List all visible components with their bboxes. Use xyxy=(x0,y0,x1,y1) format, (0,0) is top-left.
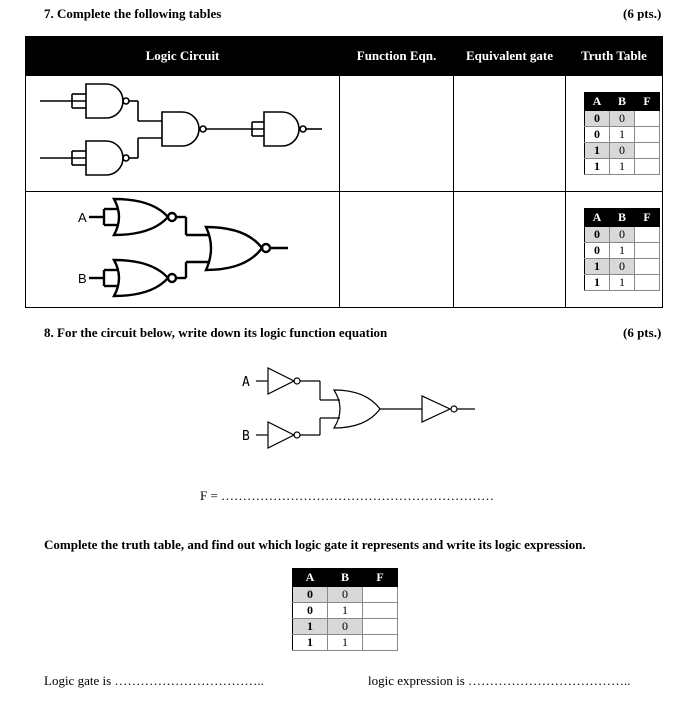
tt2-cell: 0 xyxy=(585,243,610,259)
tt3-cell: 0 xyxy=(328,587,363,603)
tt3-cell: 1 xyxy=(293,635,328,651)
tt2-output[interactable] xyxy=(635,243,660,259)
q8-input-a: A xyxy=(242,375,250,390)
q7-table xyxy=(25,36,663,308)
table-row xyxy=(585,243,660,259)
table-row xyxy=(585,227,660,243)
tt3-output[interactable] xyxy=(363,587,398,603)
tt1-cell: 0 xyxy=(585,127,610,143)
tt3-cell: 1 xyxy=(328,603,363,619)
header-truth-table: Truth Table xyxy=(566,37,663,76)
table-row xyxy=(585,259,660,275)
tt1-cell: 1 xyxy=(585,143,610,159)
tt1-cell: 1 xyxy=(610,159,635,175)
tt3-output[interactable] xyxy=(363,603,398,619)
tt1-cell: 0 xyxy=(610,111,635,127)
circuit-1-cell xyxy=(26,76,340,192)
q7-points: (6 pts.) xyxy=(623,6,662,21)
table-row xyxy=(585,143,660,159)
tt2-cell: 0 xyxy=(610,227,635,243)
q8-instruction: Complete the truth table, and find out which logic gate it represents and write its logic expression. xyxy=(44,537,586,552)
tt2-output[interactable] xyxy=(635,275,660,291)
tt1-output[interactable] xyxy=(635,143,660,159)
equivalent-gate-cell-2[interactable] xyxy=(454,192,566,308)
tt1-header-f: F xyxy=(635,93,660,111)
tt2-header-b: B xyxy=(610,209,635,227)
tt3-cell: 1 xyxy=(293,619,328,635)
truth-table-cell-1 xyxy=(566,76,663,192)
tt1-output[interactable] xyxy=(635,159,660,175)
tt2-cell: 0 xyxy=(585,227,610,243)
table-row xyxy=(293,635,398,651)
circuit-2-cell xyxy=(26,192,340,308)
equivalent-gate-cell-1[interactable] xyxy=(454,76,566,192)
tt2-cell: 1 xyxy=(610,243,635,259)
table-row xyxy=(585,159,660,175)
tt1-cell: 1 xyxy=(585,159,610,175)
tt2-header-a: A xyxy=(585,209,610,227)
tt3-output[interactable] xyxy=(363,619,398,635)
tt2-cell: 1 xyxy=(585,259,610,275)
tt2-output[interactable] xyxy=(635,227,660,243)
tt3-header-f: F xyxy=(363,569,398,587)
header-function-eqn: Function Eqn. xyxy=(340,37,454,76)
table-row xyxy=(293,603,398,619)
tt1-output[interactable] xyxy=(635,127,660,143)
header-equivalent-gate: Equivalent gate xyxy=(454,37,566,76)
function-eqn-cell-2[interactable] xyxy=(340,192,454,308)
table-row xyxy=(585,275,660,291)
q8-truth-table xyxy=(292,568,398,651)
header-logic-circuit: Logic Circuit xyxy=(26,37,340,76)
tt1-cell: 0 xyxy=(610,143,635,159)
q8-points: (6 pts.) xyxy=(623,325,662,340)
q8-input-b: B xyxy=(242,429,250,444)
tt3-header-a: A xyxy=(293,569,328,587)
circuit-1-diagram xyxy=(26,76,339,191)
tt1-cell: 1 xyxy=(610,127,635,143)
tt3-output[interactable] xyxy=(363,635,398,651)
q8-circuit-diagram xyxy=(230,360,490,460)
tt1-cell: 0 xyxy=(585,111,610,127)
truth-table-2 xyxy=(584,208,660,291)
tt3-cell: 0 xyxy=(328,619,363,635)
logic-gate-answer-line[interactable]: Logic gate is …………………………….. xyxy=(44,673,264,688)
circuit-2-diagram xyxy=(26,192,339,307)
table-row xyxy=(293,587,398,603)
tt2-cell: 1 xyxy=(585,275,610,291)
logic-expression-answer-line[interactable]: logic expression is ……………………………….. xyxy=(368,673,631,688)
tt1-output[interactable] xyxy=(635,111,660,127)
function-eqn-cell-1[interactable] xyxy=(340,76,454,192)
tt3-cell: 1 xyxy=(328,635,363,651)
table-row xyxy=(585,111,660,127)
tt3-cell: 0 xyxy=(293,587,328,603)
circuit-2-input-b: B xyxy=(78,271,87,286)
tt2-cell: 0 xyxy=(610,259,635,275)
tt3-header-b: B xyxy=(328,569,363,587)
circuit-2-input-a: A xyxy=(78,210,87,225)
tt2-header-f: F xyxy=(635,209,660,227)
tt3-cell: 0 xyxy=(293,603,328,619)
tt2-output[interactable] xyxy=(635,259,660,275)
truth-table-1 xyxy=(584,92,660,175)
tt1-header-a: A xyxy=(585,93,610,111)
table-row xyxy=(585,127,660,143)
table-row xyxy=(293,619,398,635)
tt1-header-b: B xyxy=(610,93,635,111)
q7-title: 7. Complete the following tables xyxy=(44,6,222,21)
tt2-cell: 1 xyxy=(610,275,635,291)
q8-title: 8. For the circuit below, write down its logic function equation xyxy=(44,325,388,340)
q8-f-answer-line[interactable]: F = ……………………………………………………… xyxy=(200,488,495,503)
truth-table-cell-2 xyxy=(566,192,663,308)
